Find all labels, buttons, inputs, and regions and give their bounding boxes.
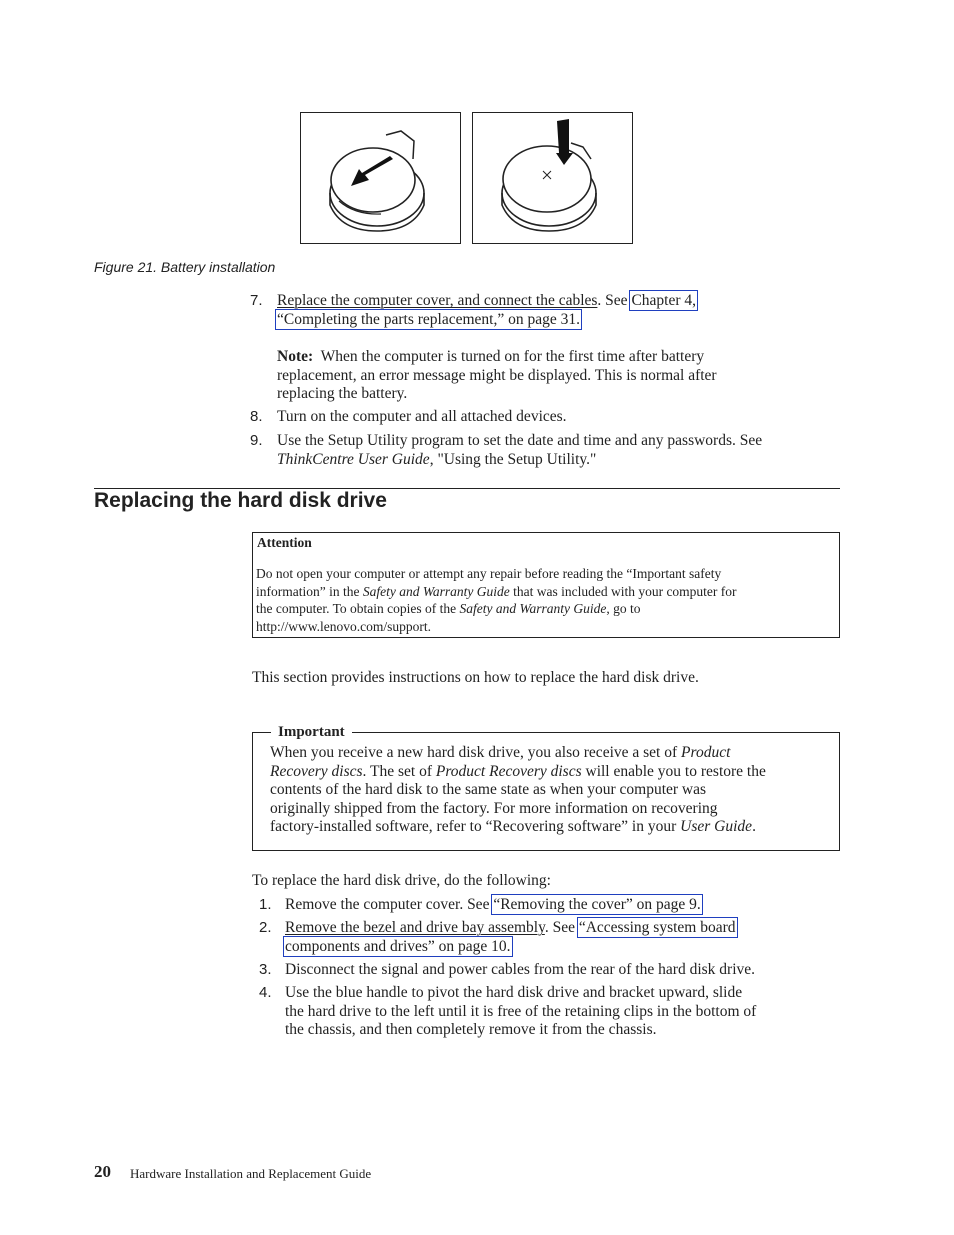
user-guide-title: ThinkCentre User Guide bbox=[277, 450, 430, 468]
proc-step-4-line1: Use the blue handle to pivot the hard disk drive and bracket upward, slide bbox=[285, 984, 743, 1001]
proc-step-4-text bbox=[285, 984, 845, 1040]
proc-step-4-line2: the hard drive to the left until it is free of the retaining clips in the bottom of bbox=[285, 1002, 757, 1020]
proc-step-2-number: 2. bbox=[259, 919, 272, 936]
important-line5a: factory-installed software, refer to “Recovering software” in your bbox=[270, 818, 681, 835]
proc-step-4-number: 4. bbox=[259, 984, 272, 1001]
proc-step-2-see: . See bbox=[544, 919, 579, 936]
proc-step-1-number: 1. bbox=[259, 896, 272, 913]
important-line2b: . The set of bbox=[362, 762, 436, 780]
important-line1a: When you receive a new hard disk drive, you also receive a set of bbox=[270, 744, 682, 761]
figure-caption: Figure 21. Battery installation bbox=[94, 259, 276, 275]
proc-step-3-number: 3. bbox=[259, 961, 272, 978]
important-line3: contents of the hard disk to the same state as when your computer was bbox=[270, 781, 707, 798]
step-7-note bbox=[277, 348, 847, 404]
safety-guide-title-2: Safety and Warranty Guide bbox=[459, 601, 607, 616]
important-line5i: User Guide bbox=[680, 818, 753, 835]
step-9-number: 9. bbox=[250, 432, 263, 449]
step-9-text bbox=[277, 432, 847, 469]
step-9-line2-rest: , "Using the Setup Utility." bbox=[429, 450, 597, 468]
attention-line2a: information” in the bbox=[256, 583, 363, 599]
removing-cover-link[interactable]: “Removing the cover” on page 9. bbox=[493, 896, 701, 913]
note-line1: When the computer is turned on for the first time after battery bbox=[320, 348, 705, 365]
proc-step-2-line2 bbox=[285, 938, 511, 957]
procedure-lead: To replace the hard disk drive, do the following: bbox=[252, 872, 551, 889]
attention-line2b: that was included with your computer for bbox=[509, 583, 737, 599]
step-7-link-line2 bbox=[277, 311, 580, 330]
proc-step-3-text: Disconnect the signal and power cables from the rear of the hard disk drive. bbox=[285, 961, 756, 978]
completing-replacement-link[interactable]: “Completing the parts replacement,” on page 31. bbox=[277, 311, 581, 328]
step-8-number: 8. bbox=[250, 408, 263, 425]
safety-guide-title: Safety and Warranty Guide bbox=[362, 583, 510, 599]
section-intro: This section provides instructions on how to replace the hard disk drive. bbox=[252, 669, 699, 686]
attention-line3b: , go to bbox=[606, 601, 641, 616]
important-line2i2: Product Recovery discs bbox=[435, 762, 582, 780]
important-line2i: Recovery discs bbox=[270, 762, 363, 780]
attention-text bbox=[256, 565, 836, 635]
chapter-4-link[interactable]: Chapter 4, bbox=[631, 292, 697, 309]
battery-insertion-drawing bbox=[473, 113, 632, 243]
attention-label: Attention bbox=[257, 535, 312, 550]
step-8-text: Turn on the computer and all attached devices. bbox=[277, 408, 567, 425]
proc-step-1-label: Remove the computer cover. See bbox=[285, 896, 494, 913]
document-title: Hardware Installation and Replacement Guide bbox=[130, 1166, 372, 1181]
attention-line1: Do not open your computer or attempt any repair before reading the “Important safety bbox=[256, 566, 722, 581]
note-label: Note: bbox=[277, 348, 314, 365]
battery-removal-illustration bbox=[300, 112, 461, 244]
support-url[interactable]: http://www.lenovo.com/support. bbox=[256, 618, 431, 634]
proc-step-2-underlined[interactable]: Remove the bezel and drive bay assembly bbox=[285, 919, 545, 936]
note-line3: replacing the battery. bbox=[277, 385, 408, 402]
section-title: Replacing the hard disk drive bbox=[94, 489, 387, 512]
attention-box bbox=[252, 532, 840, 638]
important-text bbox=[270, 744, 838, 837]
proc-step-4-line3: the chassis, and then completely remove it from the chassis. bbox=[285, 1021, 657, 1038]
step-7-number: 7. bbox=[250, 292, 263, 309]
step-7-text bbox=[277, 292, 847, 311]
important-box bbox=[252, 724, 840, 851]
proc-step-2-text bbox=[285, 919, 736, 938]
components-drives-link[interactable]: components and drives” on page 10. bbox=[285, 938, 511, 955]
important-label: Important bbox=[271, 724, 352, 741]
important-line4: originally shipped from the factory. For more information on recovering bbox=[270, 799, 718, 817]
battery-insertion-illustration bbox=[472, 112, 633, 244]
important-line5b: . bbox=[752, 818, 756, 835]
attention-line3a: the computer. To obtain copies of the bbox=[256, 601, 460, 616]
page-number: 20 bbox=[94, 1162, 111, 1181]
step-7-underlined-text[interactable]: Replace the computer cover, and connect the cables bbox=[277, 292, 598, 309]
accessing-system-board-link[interactable]: “Accessing system board bbox=[578, 919, 736, 936]
step-9-line1: Use the Setup Utility program to set the date and time and any passwords. See bbox=[277, 432, 763, 449]
step-7-see: . See bbox=[597, 292, 632, 309]
note-line2: replacement, an error message might be displayed. This is normal after bbox=[277, 366, 717, 384]
battery-removal-drawing bbox=[301, 113, 460, 243]
important-line1i: Product bbox=[681, 744, 731, 761]
proc-step-1-text bbox=[285, 896, 701, 915]
important-line2c: will enable you to restore the bbox=[581, 762, 766, 780]
